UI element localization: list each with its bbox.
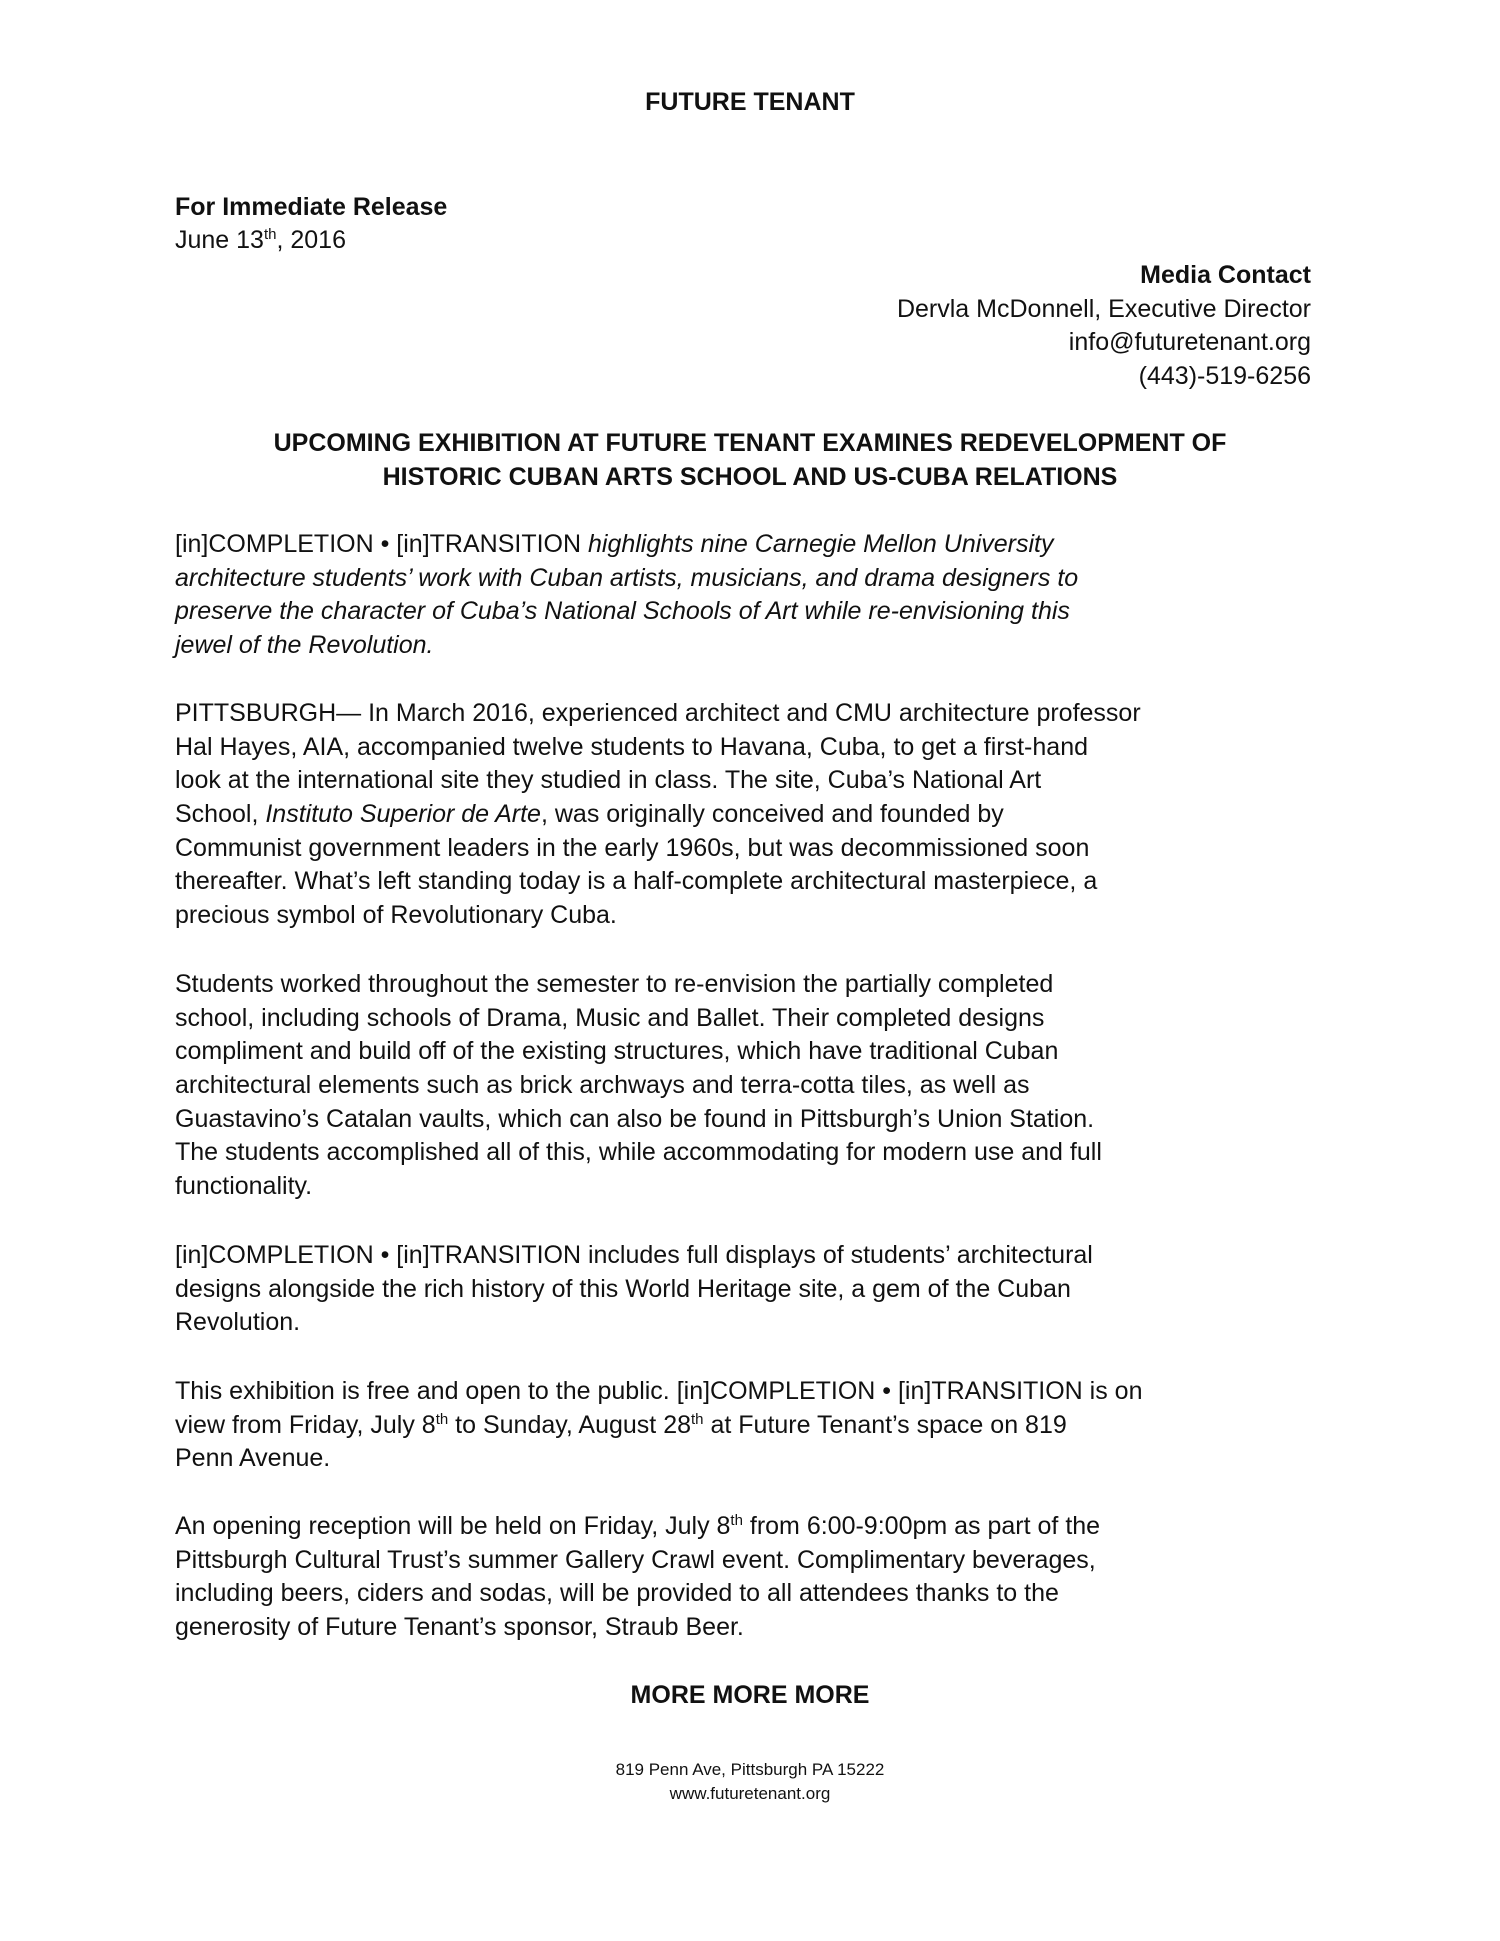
footer-address: 819 Penn Ave, Pittsburgh PA 15222 (615, 1760, 885, 1779)
footer-website[interactable]: www.futuretenant.org (669, 1784, 831, 1803)
lede-paragraph: [in]COMPLETION • [in]TRANSITION highlights nine Carnegie Mellon University architecture students’ work with Cuban artists, musicians, and drama designers to preserve the character of Cuba’s National Schools of Art while re-envisioning this jewel of the Revolution. (175, 530, 1079, 660)
body-paragraph-4: This exhibition is free and open to the public. [in]COMPLETION • [in]TRANSITION is on view from Friday, July 8th to Sunday, August 28th at Future Tenant’s space on 819 Penn Avenue. (175, 1377, 1143, 1473)
more-marker: MORE MORE MORE (630, 1681, 870, 1709)
contact-phone: (443)-519-6256 (1138, 362, 1311, 390)
body-paragraph-1: PITTSBURGH— In March 2016, experienced architect and CMU architecture professor Hal Hayes, AIA, accompanied twelve students to Havana, Cuba, to get a first-hand look at the international site they studied in class. The site, Cuba’s National Art School, Instituto Superior de Arte, was originally conceived and founded by Communist government leaders in the early 1960s, but was decommissioned soon thereafter. What’s left standing today is a half-complete architectural masterpiece, a precious symbol of Revolutionary Cuba. (175, 699, 1141, 930)
body-paragraph-2: Students worked throughout the semester to re-envision the partially completed school, including schools of Drama, Music and Ballet. Their completed designs compliment and build off of the existing structures, which have traditional Cuban architectural elements such as brick archways and terra-cotta tiles, as well as Guastavino’s Catalan vaults, which can also be found in Pittsburgh’s Union Station. The students accomplished all of this, while accommodating for modern use and full functionality. (175, 970, 1102, 1201)
org-name: FUTURE TENANT (645, 88, 855, 116)
media-contact-label: Media Contact (1140, 261, 1311, 289)
body-paragraph-3: [in]COMPLETION • [in]TRANSITION includes full displays of students’ architectural designs alongside the rich history of this World Heritage site, a gem of the Cuban Revolution. (175, 1241, 1093, 1337)
contact-name: Dervla McDonnell, Executive Director (896, 295, 1311, 323)
body-paragraph-5: An opening reception will be held on Friday, July 8th from 6:00-9:00pm as part of the Pittsburgh Cultural Trust’s summer Gallery Crawl event. Complimentary beverages, including beers, ciders and sodas, will be provided to all attendees thanks to the generosity of Future Tenant’s sponsor, Straub Beer. (175, 1512, 1101, 1642)
headline-line: UPCOMING EXHIBITION AT FUTURE TENANT EXAMINES REDEVELOPMENT OF (273, 429, 1227, 457)
headline-line: HISTORIC CUBAN ARTS SCHOOL AND US-CUBA RELATIONS (382, 463, 1118, 491)
contact-email[interactable]: info@futuretenant.org (1068, 328, 1311, 356)
exhibition-title: [in]COMPLETION • [in]TRANSITION (175, 530, 588, 558)
release-date: June 13th, 2016 (175, 226, 346, 254)
release-label: For Immediate Release (175, 193, 448, 221)
